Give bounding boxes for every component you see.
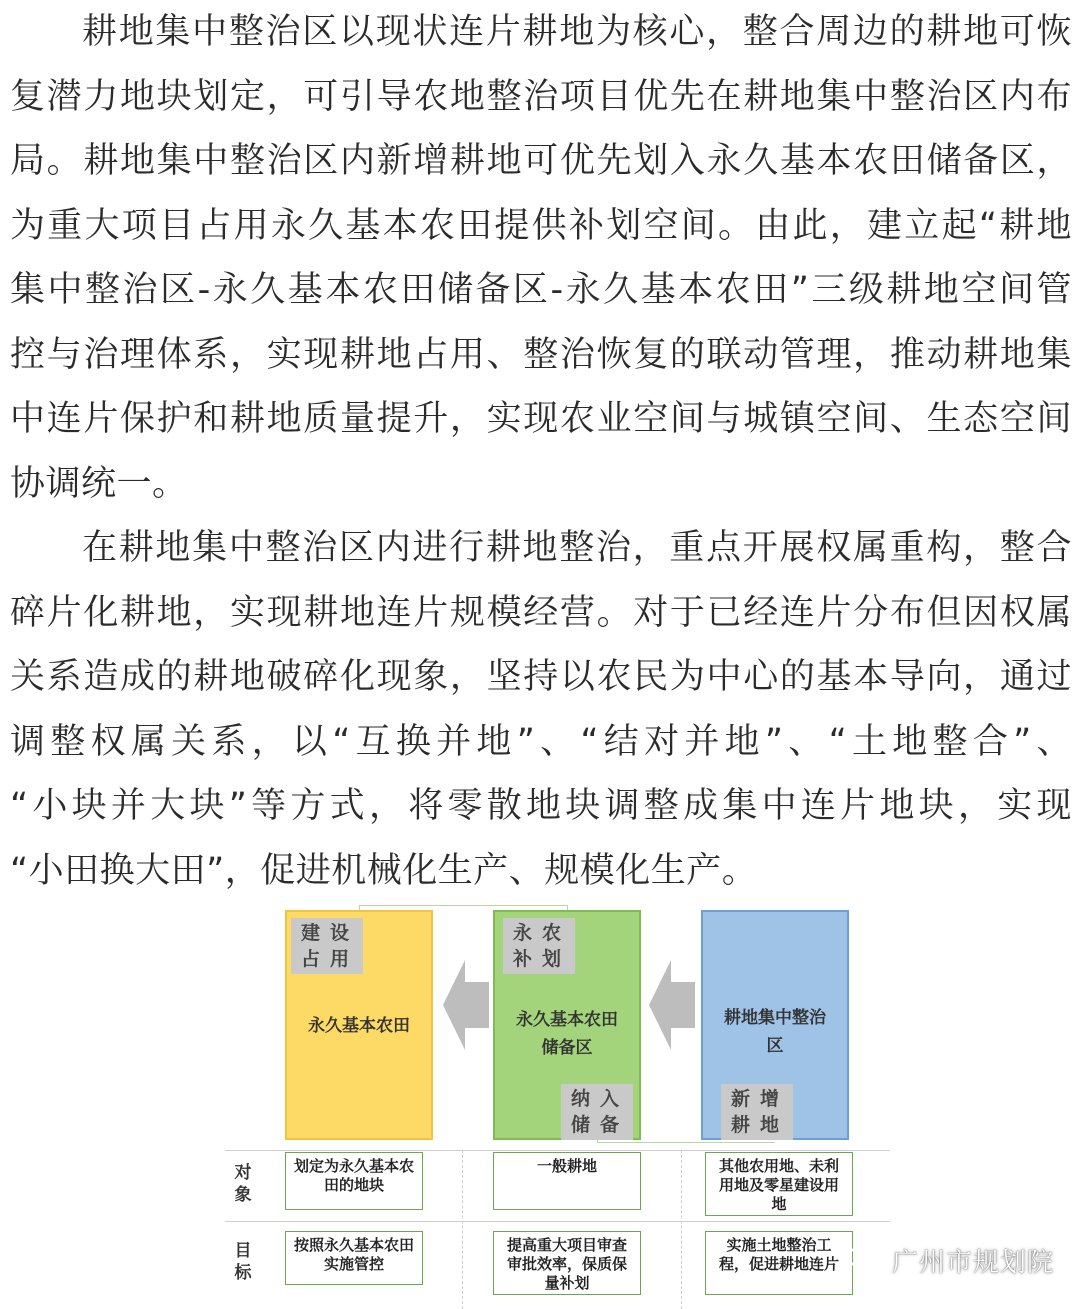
paragraph-line: 在耕地集中整治区内进行耕地整治，重点开展权属重构，整合 [82, 528, 1072, 568]
paragraph-line: 复潜力地块划定，可引导农地整治项目优先在耕地集中整治区内布 [10, 76, 1072, 117]
paragraph-line: 碎片化耕地，实现耕地连片规模经营。对于已经连片分布但因权属 [10, 592, 1072, 633]
goal-cell: 提高重大项目审查审批效率，保质保量补划 [493, 1231, 641, 1295]
paragraph-line: 关系造成的耕地破碎化现象，坚持以农民为中心的基本导向，通过 [10, 657, 1072, 697]
goal-row-label: 目标 [234, 1241, 252, 1283]
column-title-line1: 耕地集中整治 [724, 1008, 826, 1028]
new-farmland-tag: 新增耕地 [721, 1084, 793, 1140]
farmland-reserve-column [493, 910, 641, 1140]
paragraph-line: “小田换大田”，促进机械化生产、规模化生产。 [10, 850, 758, 891]
article-body [10, 0, 1072, 903]
paragraph-line: 局。耕地集中整治区内新增耕地可优先划入永久基本农田储备区， [10, 141, 1072, 181]
col-divider [462, 1150, 463, 1309]
paragraph-line: 协调统一。 [10, 463, 188, 504]
row-divider [225, 1221, 890, 1222]
column-title: 永久基本农田 [308, 1016, 410, 1036]
top-connector [359, 905, 567, 906]
paragraph-line: 集中整治区-永久基本农田储备区-永久基本农田”三级耕地空间管 [10, 270, 1072, 310]
object-cell: 划定为永久基本农田的地块 [285, 1152, 423, 1210]
paragraph-line: 控与治理体系，实现耕地占用、整治恢复的联动管理，推动耕地集 [10, 334, 1072, 375]
column-title-line2: 区 [766, 1036, 784, 1056]
column-title-line1: 永久基本农田 [516, 1010, 618, 1030]
object-row-label: 对象 [234, 1163, 252, 1205]
paragraph-line: 为重大项目占用永久基本农田提供补划空间。由此，建立起“耕地 [10, 205, 1072, 246]
watermark [848, 1238, 1054, 1282]
object-cell: 一般耕地 [493, 1152, 641, 1210]
permanent-farmland-column [285, 910, 433, 1140]
paragraph-line: 耕地集中整治区以现状连片耕地为核心，整合周边的耕地可恢 [82, 12, 1072, 52]
col-divider [681, 1150, 682, 1309]
construction-occupation-tag: 建设占用 [291, 918, 363, 974]
row-divider [225, 1150, 890, 1151]
wechat-icon [848, 1245, 884, 1275]
goal-cell: 实施土地整治工程，促进耕地连片 [705, 1231, 853, 1295]
watermark-text: 广州市规划院 [892, 1247, 1055, 1278]
goal-cell: 按照永久基本农田实施管控 [285, 1231, 423, 1285]
bottom-connector [597, 1142, 775, 1143]
object-cell: 其他农用地、未利用地及零星建设用地 [705, 1152, 853, 1216]
paragraph-line: “小块并大块”等方式，将零散地块调整成集中连片地块，实现 [10, 786, 1072, 826]
left-arrow-icon [649, 960, 695, 1050]
consolidation-zone-column [701, 910, 849, 1140]
column-title-line2: 储备区 [541, 1038, 593, 1058]
left-arrow-icon [443, 960, 489, 1050]
paragraph-line: 中连片保护和耕地质量提升，实现农业空间与城镇空间、生态空间 [10, 399, 1072, 439]
farmland-diagram [225, 905, 890, 1309]
supplement-tag: 永农补划 [503, 918, 575, 974]
paragraph-line: 调整权属关系，以“互换并地”、“结对并地”、“土地整合”、 [10, 721, 1072, 762]
bottom-connector-left [597, 1135, 598, 1143]
include-reserve-tag: 纳入储备 [561, 1084, 633, 1140]
